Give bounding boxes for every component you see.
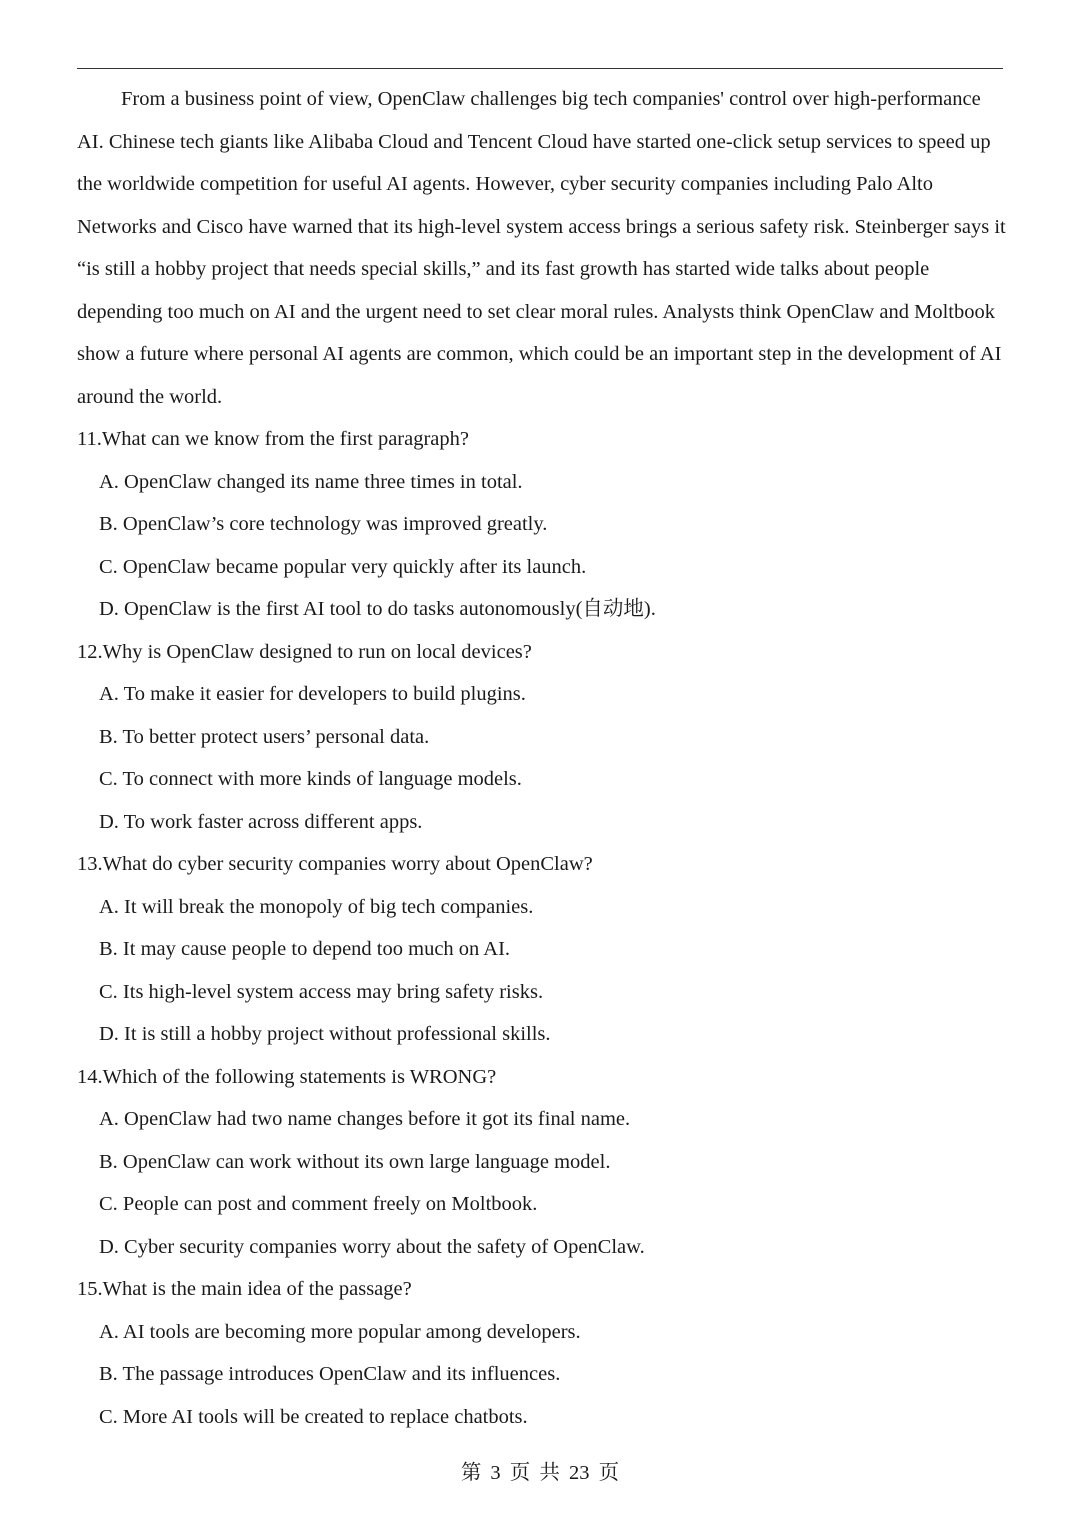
option-a: A. It will break the monopoly of big tech companies. xyxy=(99,895,534,918)
question-text: 14.Which of the following statements is WRONG? xyxy=(77,1065,497,1088)
question-12 xyxy=(77,631,1007,844)
question-text: 11.What can we know from the first paragraph? xyxy=(77,428,470,450)
option-d: D. OpenClaw is the first AI tool to do tasks autonomously(自动地). xyxy=(99,598,656,620)
option-b: B. OpenClaw’s core technology was improved greatly. xyxy=(99,513,548,535)
question-text: 13.What do cyber security companies worry about OpenClaw? xyxy=(77,853,593,875)
passage-paragraph: From a business point of view, OpenClaw challenges big tech companies' control over high-performance AI. Chinese tech giants like Alibaba Cloud and Tencent Cloud have started one-click setup services to speed up the worldwide competition for useful AI agents. However, cyber security companies including Palo Alto Networks and Cisco have warned that its high-level system access brings a serious safety risk. Steinberger says it “is still a hobby project that needs special skills,” and its fast growth has started wide talks about people depending too much on AI and the urgent need to set clear moral rules. Analysts think OpenClaw and Moltbook show a future where personal AI agents are common, which could be an important step in the development of AI around the world. xyxy=(77,88,1006,408)
page-number-footer: 第 3 页 共 23 页 xyxy=(460,1462,620,1484)
page-content xyxy=(77,78,1007,1438)
option-a: A. To make it easier for developers to build plugins. xyxy=(99,683,526,705)
option-a: A. OpenClaw changed its name three times in total. xyxy=(99,470,523,493)
question-text: 12.Why is OpenClaw designed to run on local devices? xyxy=(77,640,532,663)
question-14 xyxy=(77,1056,1007,1269)
header-rule xyxy=(77,68,1003,69)
option-a: A. AI tools are becoming more popular among developers. xyxy=(99,1320,581,1343)
option-b: B. To better protect users’ personal data. xyxy=(99,725,430,748)
option-a: A. OpenClaw had two name changes before it got its final name. xyxy=(99,1108,631,1130)
option-c: C. More AI tools will be created to replace chatbots. xyxy=(99,1405,528,1428)
option-b: B. The passage introduces OpenClaw and its influences. xyxy=(99,1363,561,1385)
option-d: D. To work faster across different apps. xyxy=(99,810,423,833)
option-c: C. Its high-level system access may bring safety risks. xyxy=(99,980,544,1003)
question-text: 15.What is the main idea of the passage? xyxy=(77,1278,412,1300)
question-11 xyxy=(77,418,1007,631)
option-c: C. To connect with more kinds of language models. xyxy=(99,768,522,790)
option-c: C. People can post and comment freely on Moltbook. xyxy=(99,1193,538,1215)
option-d: D. It is still a hobby project without professional skills. xyxy=(99,1023,551,1045)
option-b: B. It may cause people to depend too much on AI. xyxy=(99,938,511,960)
option-c: C. OpenClaw became popular very quickly after its launch. xyxy=(99,555,587,578)
option-b: B. OpenClaw can work without its own large language model. xyxy=(99,1150,611,1173)
option-d: D. Cyber security companies worry about the safety of OpenClaw. xyxy=(99,1235,645,1258)
question-15 xyxy=(77,1268,1007,1438)
question-13 xyxy=(77,843,1007,1056)
